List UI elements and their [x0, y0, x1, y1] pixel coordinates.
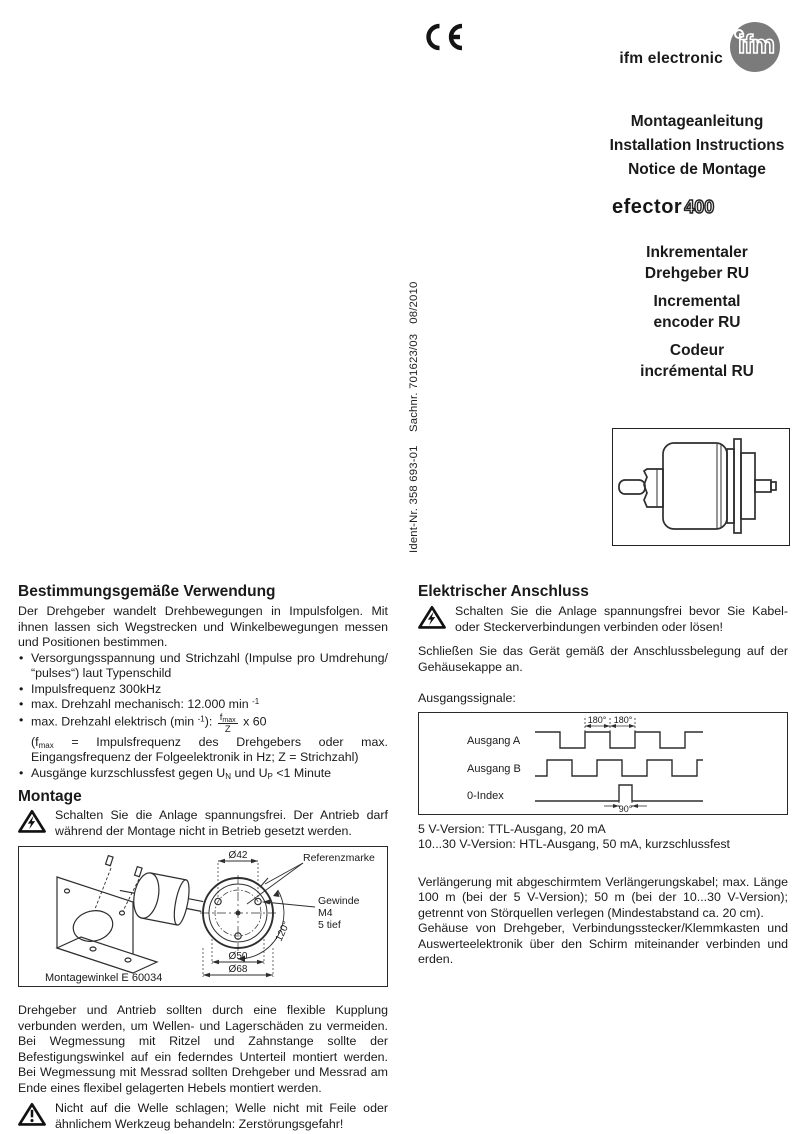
- spec-item-short-circuit: • Ausgänge kurzschlussfest gegen $U_N$ und $U_P <1$ Minute: [18, 766, 388, 782]
- output-signals-label: Ausgangssignale:: [418, 691, 516, 705]
- deg90-label: 90°: [618, 803, 633, 813]
- version-5v: 5 V-Version: TTL-Ausgang, 20 mA: [418, 821, 606, 836]
- deg180-label-2: 180°: [613, 714, 633, 725]
- electrical-warning-text: Schalten Sie die Anlage spannungsfrei bevor Sie Kabel- oder Steckerverbindungen verbinden oder lösen!: [455, 604, 788, 634]
- connection-paragraph: Schließen Sie das Gerät gemäß der Anschlussbelegung auf der Gehäusekappe an.: [418, 644, 788, 674]
- mounting-figure: [18, 846, 388, 987]
- section-heading-usage: Bestimmungsgemäße Verwendung: [18, 583, 276, 600]
- formula-fraction: $\frac{f_{max}}{Z}$: [219, 711, 236, 735]
- thread-label-2: M4: [318, 907, 333, 919]
- spec-item-mech-speed: • max. Drehzahl mechanisch: 12.000 min $^{-1}$: [18, 697, 388, 713]
- product-name-de: Inkrementaler Drehgeber RU: [644, 244, 750, 282]
- spec-item-frequency: • Impulsfrequenz 300kHz: [18, 682, 388, 698]
- dim-label-50: Ø50: [228, 951, 248, 962]
- section-heading-electrical: Elektrischer Anschluss: [418, 583, 589, 600]
- hazard-voltage-icon: [418, 604, 446, 635]
- ce-mark-icon: [420, 22, 464, 57]
- efector-logo: [612, 196, 715, 218]
- thread-label-3: 5 tief: [318, 919, 341, 931]
- montage-paragraph: Drehgeber und Antrieb sollten durch eine flexible Kupplung verbunden werden, um Wellen- und Lagerschäden zu vermeiden. Bei Wegmessung mit Ritzel und Zahnstange sollte der Befestigungswinkel auf ein federndes Unterteil montiert werden. Bei Wegmessung mit Messrad sollten Drehgeber und Messrad am Ende eines flexibel gelagerten Hebels montiert werden.: [18, 1003, 388, 1095]
- spec-item-supply: • Versorgungsspannung und Strichzahl (Impulse pro Umdrehung/ “pulses“) laut Typenschild: [18, 651, 388, 682]
- hazard-voltage-icon: [18, 808, 46, 839]
- dim-label-68: Ø68: [228, 964, 248, 975]
- product-names: [592, 242, 802, 389]
- spec-item-elec-speed: • max. Drehzahl elektrisch (min $^{-1}$): $\frac{f_{max}}{Z}$ x 60 ($f_{max}$ = Impulsfrequenz des Drehgebers oder max. Eingangsfrequenz der Folgeelektronik in Hz; Z = Strichzahl): [18, 713, 388, 766]
- title-fr: Notice de Montage: [628, 161, 766, 178]
- thread-label-1: Gewinde: [318, 895, 360, 907]
- extension-paragraph: Verlängerung mit abgeschirmtem Verlängerungskabel; max. Länge 100 m (bei der 5 V-Version); 50 m (bei der 10...30 V-Version); getrennt von Störquellen verlegen (Mindestabstand ca. 20 cm).: [418, 874, 788, 920]
- electrical-warning: [418, 604, 788, 635]
- version-10-30v: 10...30 V-Version: HTL-Ausgang, 50 mA, kurzschlussfest: [418, 837, 730, 851]
- grounding-paragraph: Gehäuse von Drehgeber, Verbindungsstecker/Klemmkasten und Auswerteelektronik über den Schirm miteinander verbinden und erden.: [418, 921, 788, 966]
- title-de: Montageanleitung: [630, 113, 764, 130]
- section-heading-montage: Montage: [18, 788, 82, 805]
- ifm-logo-text: ifm: [738, 29, 774, 59]
- document-titles: [592, 110, 802, 182]
- dim-label-42: Ø42: [228, 850, 248, 861]
- document-id-vertical: Ident-Nr. 358 693-01 Sachnr. 701623/03 08/2010: [408, 281, 420, 553]
- angle-label: 120°: [273, 919, 293, 944]
- deg180-label-1: 180°: [587, 714, 607, 725]
- mounting-figure-caption: Montagewinkel E 60034: [45, 972, 163, 984]
- reference-mark-label: Referenzmarke: [303, 852, 375, 864]
- product-name-en: Incremental encoder RU: [653, 293, 741, 331]
- right-column: [418, 583, 788, 968]
- product-image: [612, 428, 790, 546]
- brand-name: ifm electronic: [619, 49, 723, 67]
- title-en: Installation Instructions: [609, 137, 785, 154]
- montage-warning-text: Schalten Sie die Anlage spannungsfrei. Der Antrieb darf während der Montage nicht in Betrieb gesetzt werden.: [55, 808, 388, 838]
- efector-logo-text: efector: [612, 196, 683, 218]
- montage-warning: [18, 808, 388, 839]
- left-column: [18, 583, 388, 1132]
- usage-intro: Der Drehgeber wandelt Drehbewegungen in Impulsfolgen. Mit ihnen lassen sich Wegstrecken und Winkelbewegungen messen und Positionen bestimmen.: [18, 604, 388, 649]
- trace-b-label: Ausgang B: [467, 762, 521, 775]
- efector-series-text: 400: [684, 197, 715, 217]
- version-info: [418, 822, 788, 853]
- hazard-general-icon: [18, 1101, 46, 1132]
- shaft-warning-text: Nicht auf die Welle schlagen; Welle nicht mit Feile oder ähnlichem Werkzeug behandeln: Zerstörungsgefahr!: [55, 1101, 388, 1131]
- brand-logo: [619, 22, 780, 72]
- product-name-fr: Codeur incrémental RU: [640, 342, 754, 380]
- trace-a-label: Ausgang A: [467, 734, 521, 747]
- timing-diagram: [418, 712, 788, 815]
- trace-z-label: 0-Index: [467, 789, 504, 802]
- spec-list: [18, 651, 388, 782]
- ifm-logo-icon: [730, 22, 780, 72]
- shaft-warning: [18, 1101, 388, 1132]
